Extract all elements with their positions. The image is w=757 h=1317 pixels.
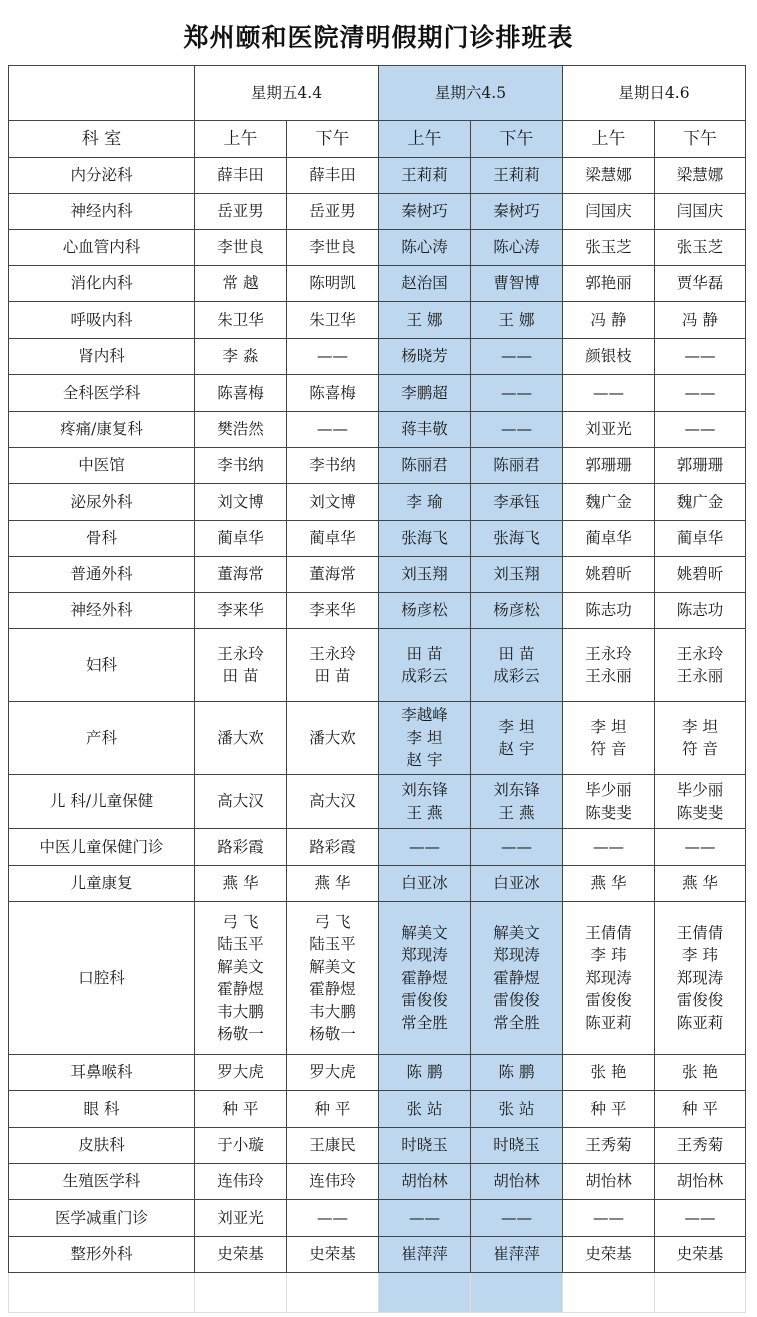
blank-cell — [379, 1273, 471, 1313]
doctor-cell: 陈心涛 — [471, 230, 563, 266]
dept-cell: 骨科 — [9, 521, 195, 557]
dept-cell: 口腔科 — [9, 902, 195, 1055]
doctor-cell: 张玉芝 — [655, 230, 746, 266]
doctor-cell: 王秀菊 — [563, 1128, 655, 1164]
table-row — [9, 593, 746, 629]
dept-cell: 耳鼻喉科 — [9, 1055, 195, 1091]
doctor-cell: 李世良 — [195, 230, 287, 266]
dept-cell: 医学减重门诊 — [9, 1200, 195, 1237]
doctor-cell: 时晓玉 — [379, 1128, 471, 1164]
doctor-cell: 陈志功 — [563, 593, 655, 629]
doctor-cell: 王莉莉 — [471, 158, 563, 194]
doctor-cell: 李 坦 符 音 — [655, 702, 746, 775]
doctor-cell: —— — [563, 375, 655, 412]
doctor-cell: 王 娜 — [379, 302, 471, 339]
doctor-cell: 李 坦 符 音 — [563, 702, 655, 775]
doctor-cell: 史荣基 — [195, 1237, 287, 1273]
doctor-cell: 种 平 — [655, 1091, 746, 1128]
doctor-cell: 王倩倩 李 玮 郑现涛 雷俊俊 陈亚莉 — [563, 902, 655, 1055]
doctor-cell: 李 淼 — [195, 339, 287, 375]
day-header-sat: 星期六4.5 — [379, 66, 563, 121]
dept-cell: 心血管内科 — [9, 230, 195, 266]
doctor-cell: 郭珊珊 — [655, 448, 746, 484]
dept-header: 科 室 — [9, 121, 195, 158]
doctor-cell: 张 艳 — [563, 1055, 655, 1091]
doctor-cell: 闫国庆 — [563, 194, 655, 230]
doctor-cell: 解美文 郑现涛 霍静煜 雷俊俊 常全胜 — [471, 902, 563, 1055]
period-header: 上午 — [379, 121, 471, 158]
doctor-cell: 王永玲 田 苗 — [195, 629, 287, 702]
table-row — [9, 1128, 746, 1164]
doctor-cell: 张 站 — [379, 1091, 471, 1128]
dept-cell: 普通外科 — [9, 557, 195, 593]
table-row — [9, 902, 746, 1055]
doctor-cell: 王倩倩 李 玮 郑现涛 雷俊俊 陈亚莉 — [655, 902, 746, 1055]
doctor-cell: 罗大虎 — [195, 1055, 287, 1091]
doctor-cell: 贾华磊 — [655, 266, 746, 302]
doctor-cell: 胡怡林 — [655, 1164, 746, 1200]
doctor-cell: 潘大欢 — [195, 702, 287, 775]
doctor-cell: 刘东锋 王 燕 — [471, 775, 563, 829]
day-header-fri: 星期五4.4 — [195, 66, 379, 121]
doctor-cell: 燕 华 — [655, 866, 746, 902]
doctor-cell: 曹智博 — [471, 266, 563, 302]
doctor-cell: 史荣基 — [287, 1237, 379, 1273]
table-row — [9, 339, 746, 375]
doctor-cell: 连伟玲 — [287, 1164, 379, 1200]
dept-cell: 消化内科 — [9, 266, 195, 302]
doctor-cell: 陈喜梅 — [287, 375, 379, 412]
doctor-cell: 种 平 — [287, 1091, 379, 1128]
doctor-cell: 王秀菊 — [655, 1128, 746, 1164]
table-row — [9, 775, 746, 829]
doctor-cell: —— — [471, 339, 563, 375]
doctor-cell: 毕少丽 陈斐斐 — [563, 775, 655, 829]
doctor-cell: —— — [287, 1200, 379, 1237]
doctor-cell: —— — [563, 829, 655, 866]
doctor-cell: 蔺卓华 — [563, 521, 655, 557]
doctor-cell: 刘亚光 — [563, 412, 655, 448]
blank-cell — [9, 1273, 195, 1313]
doctor-cell: —— — [655, 412, 746, 448]
doctor-cell: 陈丽君 — [379, 448, 471, 484]
doctor-cell: 燕 华 — [195, 866, 287, 902]
doctor-cell: 田 苗 成彩云 — [379, 629, 471, 702]
doctor-cell: 冯 静 — [655, 302, 746, 339]
doctor-cell: 陈 鹏 — [379, 1055, 471, 1091]
dept-cell: 生殖医学科 — [9, 1164, 195, 1200]
doctor-cell: 李 坦 赵 宇 — [471, 702, 563, 775]
doctor-cell: 郭艳丽 — [563, 266, 655, 302]
doctor-cell: 李书纳 — [195, 448, 287, 484]
doctor-cell: 燕 华 — [287, 866, 379, 902]
doctor-cell: 蔺卓华 — [195, 521, 287, 557]
doctor-cell: 解美文 郑现涛 霍静煜 雷俊俊 常全胜 — [379, 902, 471, 1055]
table-row — [9, 230, 746, 266]
doctor-cell: —— — [471, 1200, 563, 1237]
doctor-cell: 李 瑜 — [379, 484, 471, 521]
doctor-cell: 张海飞 — [379, 521, 471, 557]
dept-cell: 神经外科 — [9, 593, 195, 629]
page-title: 郑州颐和医院清明假期门诊排班表 — [183, 23, 574, 52]
doctor-cell: 杨彦松 — [471, 593, 563, 629]
doctor-cell: 崔萍萍 — [471, 1237, 563, 1273]
doctor-cell: 王莉莉 — [379, 158, 471, 194]
doctor-cell: 连伟玲 — [195, 1164, 287, 1200]
table-row — [9, 1164, 746, 1200]
dept-cell: 全科医学科 — [9, 375, 195, 412]
table-row — [9, 521, 746, 557]
table-row — [9, 866, 746, 902]
table-row — [9, 412, 746, 448]
table-row — [9, 266, 746, 302]
doctor-cell: 朱卫华 — [287, 302, 379, 339]
doctor-cell: 李鹏超 — [379, 375, 471, 412]
doctor-cell: 姚碧昕 — [655, 557, 746, 593]
doctor-cell: —— — [655, 375, 746, 412]
doctor-cell: 刘玉翔 — [379, 557, 471, 593]
doctor-cell: 魏广金 — [655, 484, 746, 521]
doctor-cell: 樊浩然 — [195, 412, 287, 448]
doctor-cell: 陈丽君 — [471, 448, 563, 484]
doctor-cell: 陈喜梅 — [195, 375, 287, 412]
doctor-cell: 秦树巧 — [379, 194, 471, 230]
doctor-cell: 冯 静 — [563, 302, 655, 339]
doctor-cell: 岳亚男 — [195, 194, 287, 230]
doctor-cell: 颜银枝 — [563, 339, 655, 375]
doctor-cell: 岳亚男 — [287, 194, 379, 230]
dept-cell: 疼痛/康复科 — [9, 412, 195, 448]
doctor-cell: 弓 飞 陆玉平 解美文 霍静煜 韦大鹏 杨敬一 — [195, 902, 287, 1055]
doctor-cell: —— — [379, 829, 471, 866]
doctor-cell: —— — [471, 829, 563, 866]
dept-cell: 妇科 — [9, 629, 195, 702]
doctor-cell: 弓 飞 陆玉平 解美文 霍静煜 韦大鹏 杨敬一 — [287, 902, 379, 1055]
doctor-cell: 李来华 — [287, 593, 379, 629]
table-row — [9, 1091, 746, 1128]
day-header-row — [9, 66, 746, 121]
doctor-cell: 王永玲 王永丽 — [563, 629, 655, 702]
period-header: 下午 — [655, 121, 746, 158]
period-header: 上午 — [563, 121, 655, 158]
doctor-cell: 薛丰田 — [287, 158, 379, 194]
dept-cell: 呼吸内科 — [9, 302, 195, 339]
doctor-cell: 白亚冰 — [471, 866, 563, 902]
corner-cell — [9, 66, 195, 121]
doctor-cell: 于小璇 — [195, 1128, 287, 1164]
doctor-cell: 路彩霞 — [195, 829, 287, 866]
doctor-cell: 李越峰 李 坦 赵 宇 — [379, 702, 471, 775]
doctor-cell: 刘文博 — [287, 484, 379, 521]
table-row — [9, 557, 746, 593]
doctor-cell: 李书纳 — [287, 448, 379, 484]
doctor-cell: 秦树巧 — [471, 194, 563, 230]
period-header: 下午 — [471, 121, 563, 158]
blank-cell — [471, 1273, 563, 1313]
dept-cell: 儿 科/儿童保健 — [9, 775, 195, 829]
doctor-cell: 刘玉翔 — [471, 557, 563, 593]
table-row — [9, 829, 746, 866]
doctor-cell: —— — [655, 339, 746, 375]
table-row — [9, 375, 746, 412]
blank-cell — [287, 1273, 379, 1313]
doctor-cell: 常 越 — [195, 266, 287, 302]
doctor-cell: 蒋丰敬 — [379, 412, 471, 448]
doctor-cell: 史荣基 — [563, 1237, 655, 1273]
doctor-cell: —— — [655, 1200, 746, 1237]
schedule-sheet — [8, 65, 745, 1317]
dept-cell: 中医馆 — [9, 448, 195, 484]
table-row — [9, 448, 746, 484]
doctor-cell: 史荣基 — [655, 1237, 746, 1273]
doctor-cell: 张海飞 — [471, 521, 563, 557]
doctor-cell: 胡怡林 — [379, 1164, 471, 1200]
doctor-cell: 陈 鹏 — [471, 1055, 563, 1091]
table-row — [9, 158, 746, 194]
table-row — [9, 1055, 746, 1091]
doctor-cell: 薛丰田 — [195, 158, 287, 194]
doctor-cell: 梁慧娜 — [655, 158, 746, 194]
doctor-cell: 张玉芝 — [563, 230, 655, 266]
doctor-cell: 时晓玉 — [471, 1128, 563, 1164]
doctor-cell: 刘亚光 — [195, 1200, 287, 1237]
doctor-cell: 董海常 — [287, 557, 379, 593]
blank-cell — [563, 1273, 655, 1313]
table-row — [9, 194, 746, 230]
doctor-cell: —— — [655, 829, 746, 866]
dept-cell: 眼 科 — [9, 1091, 195, 1128]
doctor-cell: 高大汉 — [287, 775, 379, 829]
blank-cell — [195, 1273, 287, 1313]
doctor-cell: 白亚冰 — [379, 866, 471, 902]
doctor-cell: 燕 华 — [563, 866, 655, 902]
dept-cell: 产科 — [9, 702, 195, 775]
doctor-cell: 罗大虎 — [287, 1055, 379, 1091]
dept-cell: 中医儿童保健门诊 — [9, 829, 195, 866]
dept-cell: 皮肤科 — [9, 1128, 195, 1164]
period-header-row — [9, 121, 746, 158]
doctor-cell: 胡怡林 — [471, 1164, 563, 1200]
table-row — [9, 1200, 746, 1237]
period-header: 下午 — [287, 121, 379, 158]
period-header: 上午 — [195, 121, 287, 158]
doctor-cell: 李来华 — [195, 593, 287, 629]
doctor-cell: 姚碧昕 — [563, 557, 655, 593]
blank-cell — [655, 1273, 746, 1313]
doctor-cell: 陈明凯 — [287, 266, 379, 302]
doctor-cell: 梁慧娜 — [563, 158, 655, 194]
doctor-cell: —— — [471, 375, 563, 412]
doctor-cell: 张 站 — [471, 1091, 563, 1128]
doctor-cell: 王 娜 — [471, 302, 563, 339]
doctor-cell: 王永玲 田 苗 — [287, 629, 379, 702]
doctor-cell: 胡怡林 — [563, 1164, 655, 1200]
doctor-cell: 李承钰 — [471, 484, 563, 521]
doctor-cell: 董海常 — [195, 557, 287, 593]
doctor-cell: 蔺卓华 — [655, 521, 746, 557]
doctor-cell: 高大汉 — [195, 775, 287, 829]
doctor-cell: 刘东锋 王 燕 — [379, 775, 471, 829]
doctor-cell: 王永玲 王永丽 — [655, 629, 746, 702]
dept-cell: 儿童康复 — [9, 866, 195, 902]
table-row — [9, 702, 746, 775]
table-row — [9, 484, 746, 521]
doctor-cell: 蔺卓华 — [287, 521, 379, 557]
doctor-cell: —— — [287, 412, 379, 448]
doctor-cell: 杨晓芳 — [379, 339, 471, 375]
doctor-cell: 崔萍萍 — [379, 1237, 471, 1273]
doctor-cell: —— — [471, 412, 563, 448]
doctor-cell: 田 苗 成彩云 — [471, 629, 563, 702]
table-row — [9, 1237, 746, 1273]
dept-cell: 泌尿外科 — [9, 484, 195, 521]
doctor-cell: 朱卫华 — [195, 302, 287, 339]
doctor-cell: 毕少丽 陈斐斐 — [655, 775, 746, 829]
doctor-cell: 赵治国 — [379, 266, 471, 302]
table-row — [9, 302, 746, 339]
doctor-cell: 种 平 — [563, 1091, 655, 1128]
doctor-cell: 闫国庆 — [655, 194, 746, 230]
doctor-cell: 郭珊珊 — [563, 448, 655, 484]
doctor-cell: 李世良 — [287, 230, 379, 266]
doctor-cell: —— — [379, 1200, 471, 1237]
dept-cell: 整形外科 — [9, 1237, 195, 1273]
day-header-sun: 星期日4.6 — [563, 66, 746, 121]
table-row — [9, 629, 746, 702]
doctor-cell: 刘文博 — [195, 484, 287, 521]
doctor-cell: 潘大欢 — [287, 702, 379, 775]
doctor-cell: —— — [287, 339, 379, 375]
doctor-cell: 种 平 — [195, 1091, 287, 1128]
dept-cell: 内分泌科 — [9, 158, 195, 194]
dept-cell: 肾内科 — [9, 339, 195, 375]
doctor-cell: 杨彦松 — [379, 593, 471, 629]
doctor-cell: —— — [563, 1200, 655, 1237]
doctor-cell: 陈志功 — [655, 593, 746, 629]
doctor-cell: 陈心涛 — [379, 230, 471, 266]
blank-row — [9, 1273, 746, 1313]
doctor-cell: 张 艳 — [655, 1055, 746, 1091]
schedule-table — [8, 65, 746, 1313]
dept-cell: 神经内科 — [9, 194, 195, 230]
doctor-cell: 魏广金 — [563, 484, 655, 521]
doctor-cell: 王康民 — [287, 1128, 379, 1164]
doctor-cell: 路彩霞 — [287, 829, 379, 866]
